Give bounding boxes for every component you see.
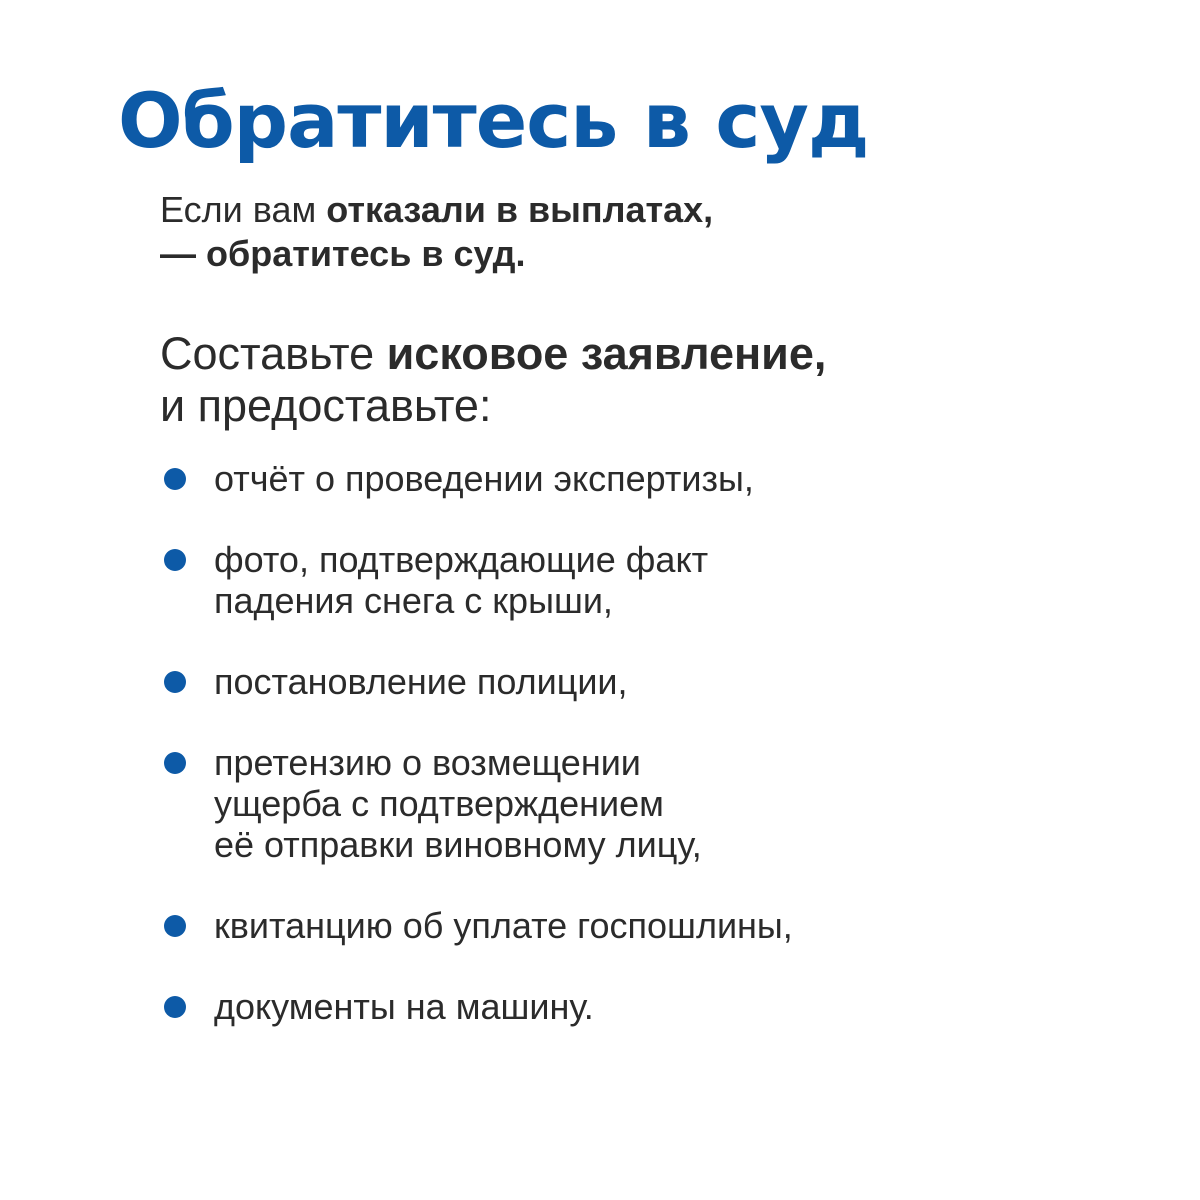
bullet-dot-icon — [164, 915, 186, 937]
list-item-text: отчёт о проведении экспертизы, — [214, 458, 754, 499]
lead-line1-bold: исковое заявление, — [386, 328, 827, 379]
page-title: Обратитесь в суд — [118, 76, 869, 165]
list-item-text: квитанцию об уплате госпошлины, — [214, 905, 793, 946]
bullet-dot-icon — [164, 549, 186, 571]
lead-line2-regular: и предоставьте: — [160, 380, 492, 431]
list-item — [160, 742, 980, 865]
bullet-dot-icon — [164, 671, 186, 693]
list-item-text: фото, подтверждающие факт падения снега с крыши, — [214, 539, 709, 621]
list-item — [160, 539, 980, 621]
list-item-text: постановление полиции, — [214, 661, 628, 702]
list-item — [160, 458, 980, 499]
intro-line1-regular: Если вам — [160, 189, 327, 230]
bullet-dot-icon — [164, 996, 186, 1018]
list-item-text: претензию о возмещении ущерба с подтверждением её отправки виновному лицу, — [214, 742, 702, 865]
list-item — [160, 986, 980, 1027]
intro-line2-bold: — обратитесь в суд. — [160, 233, 526, 274]
intro-text — [160, 188, 713, 276]
list-item — [160, 905, 980, 946]
documents-list — [160, 458, 980, 1067]
lead-line1-regular: Составьте — [160, 328, 387, 379]
list-item — [160, 661, 980, 702]
bullet-dot-icon — [164, 468, 186, 490]
bullet-dot-icon — [164, 752, 186, 774]
lead-text — [160, 328, 826, 432]
intro-line1-bold: отказали в выплатах, — [326, 189, 714, 230]
list-item-text: документы на машину. — [214, 986, 594, 1027]
